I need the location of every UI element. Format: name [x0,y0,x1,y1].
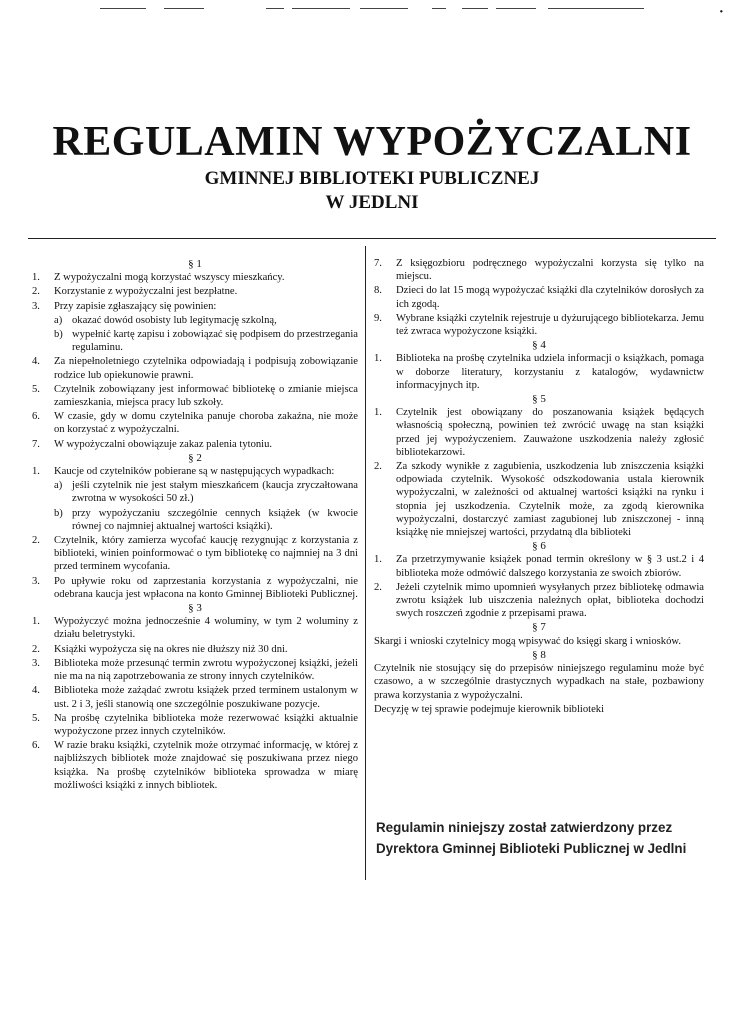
item-number: 2. [32,286,40,298]
item-number: 8. [374,285,382,297]
item-number: 1. [32,272,40,284]
sub-item [54,328,358,354]
item-text: Za szkody wynikłe z zagubienia, uszkodzenia lub zniszczenia książki odpowiada czytelnik. Wysokość odszkodowania ustala kierownik wypożyczalni, w zależności od aktualnej wartości książki na rynku i stopnia jej uszkodzenia. Czytelnik może, za zgodą kierownika wypożyczalni, dostarczyć zamiast zagubionej lub zniszczonej - inną książkę nie mniejszej wartości, przydatną dla biblioteki [396,461,704,539]
right-column [374,257,704,717]
item-number: 3. [32,575,40,587]
item-text: Wypożyczyć można jednocześnie 4 woluminy, w tym 2 woluminy z działu beletrystyki. [54,616,358,641]
item-text: Z wypożyczalni mogą korzystać wszyscy mieszkańcy. [54,272,285,284]
list-item [32,575,358,601]
item-text: W czasie, gdy w domu czytelnika panuje choroba zakaźna, nie może on korzystać z wypożyczalni. [54,411,358,436]
item-number: 1. [374,407,382,419]
section-heading: § 7 [532,621,546,634]
item-number: 7. [32,438,40,450]
item-text: Po upływie roku od zaprzestania korzystania z wypożyczalni, nie odebrana kaucja jest wpłacona na konto Gminnej Biblioteki Publicznej. [54,575,358,600]
item-text: Kaucje od czytelników pobierane są w następujących wypadkach: [54,466,335,478]
list-item [32,615,358,641]
list-item [32,285,358,298]
list-item [32,300,358,313]
sub-item [54,314,358,327]
list-item [374,312,704,338]
list-item [32,383,358,409]
list-item [32,438,358,451]
item-number: 3. [32,300,40,312]
list-item [374,406,704,459]
section-heading: § 3 [188,602,202,615]
item-number: 1. [374,554,382,566]
item-text: Jeżeli czytelnik mimo upomnień wysyłanych przez bibliotekę odmawia zwrotu książek lub uiszczenia należnych opłat, biblioteka dochodzi swych roszczeń zgodnie z przepisami prawa. [396,581,704,620]
list-item [374,257,704,283]
sub-item [54,479,358,505]
document-title: REGULAMIN WYPOŻYCZALNI [52,119,692,165]
item-text: W razie braku książki, czytelnik może otrzymać informację, w której z najbliższych bibliotek może znajdować się poszukiwana przez niego książka. Na prośbę czytelników biblioteka sprowadza w miarę możliwości książki z innych bibliotek. [54,740,358,791]
corner-mark: · [718,1,725,23]
item-number: 5. [32,383,40,395]
item-number: 2. [32,643,40,655]
item-text: Korzystanie z wypożyczalni jest bezpłatne. [54,286,238,298]
approval-line1: Regulamin niniejszy został zatwierdzony przez [376,820,673,835]
item-number: 6. [32,740,40,752]
item-text: Książki wypożycza się na okres nie dłuższy niż 30 dni. [54,643,288,655]
item-text: okazać dowód osobisty lub legitymację szkolną, [72,314,277,326]
item-text: Przy zapisie zgłaszający się powinien: [54,300,217,312]
item-text: Za przetrzymywanie książek ponad termin określony w § 3 ust.2 i 4 biblioteka może odmówić dalszego korzystania ze swoich zbiorów. [396,554,704,579]
item-text: Biblioteka może zażądać zwrotu książek przed terminem ustalonym w ust. 2 i 3, jeśli stanowią one szczególnie poszukiwane pozycje. [54,685,358,710]
section-heading: § 1 [188,258,202,270]
item-number: 4. [32,356,40,368]
sub-item [54,507,358,533]
item-number: 2. [374,581,382,593]
list-item [374,352,704,392]
paragraph: Skargi i wnioski czytelnicy mogą wpisywać do księgi skarg i wniosków. [374,635,681,647]
list-item [32,712,358,738]
item-number: b) [54,329,63,341]
item-text: W wypożyczalni obowiązuje zakaz palenia tytoniu. [54,438,273,450]
column-divider [365,246,366,880]
item-text: Na prośbę czytelnika biblioteka może rezerwować książki aktualnie wypożyczone przez innych czytelników. [54,712,358,737]
item-number: 3. [32,657,40,669]
list-item [32,355,358,381]
item-text: Biblioteka na prośbę czytelnika udziela informacji o książkach, pomaga w doborze literatury, korzystaniu z katalogów, wydawnictw informacyjnych itp. [396,353,704,391]
document-subtitle-line1: GMINNEJ BIBLIOTEKI PUBLICZNEJ [204,168,540,189]
item-number: 1. [32,616,40,628]
section-heading: § 6 [532,540,546,553]
item-text: Z księgozbioru podręcznego wypożyczalni korzysta się tylko na miejscu. [396,258,704,283]
list-item [374,284,704,310]
item-number: 5. [32,712,40,724]
section-heading: § 5 [532,393,546,406]
list-item [32,271,358,284]
item-text: Wybrane książki czytelnik rejestruje u dyżurującego bibliotekarza. Jemu też zwraca wypożyczone książki. [396,312,704,338]
item-text: Czytelnik jest obowiązany do poszanowania książek będących własnością społeczną, powinien też zwrócić uwagę na stan książki przed jej wypożyczeniem. Zauważone uszkodzenia należy zgłosić bibliotekarzowi. [396,407,704,458]
item-number: 1. [374,353,382,365]
item-number: a) [54,480,63,492]
item-text: jeśli czytelnik nie jest stałym mieszkańcem (kaucja zryczałtowana zwrotna w wysokości 50 zł.) [72,480,358,505]
document-subtitle-line2: W JEDLNI [325,192,419,213]
item-text: wypełnić kartę zapisu i zobowiązać się podpisem do przestrzegania regulaminu. [72,329,358,354]
paragraph: Czytelnik nie stosujący się do przepisów niniejszego regulaminu może być czasowo, a w szczególnie drastycznych wypadkach na stałe, pozbawiony prawa korzystania z wypożyczalni. [374,663,704,701]
item-number: 2. [32,535,40,547]
item-text: Czytelnik, który zamierza wycofać kaucję rezygnując z korzystania z biblioteki, winien poinformować o tym bibliotekę co najmniej na 3 dni przed terminem wycofania. [54,535,358,573]
section-heading: § 4 [532,339,546,352]
list-item [32,410,358,436]
item-number: 2. [374,461,382,473]
item-text: Za niepełnoletniego czytelnika odpowiadają i podpisują zobowiązanie rodzice lub opiekunowie prawni. [54,356,358,381]
item-text: Czytelnik zobowiązany jest informować bibliotekę o zmianie miejsca zamieszkania, miejsca pracy lub szkoły. [54,383,358,409]
header-divider [28,238,716,239]
item-number: a) [54,314,63,326]
list-item [32,643,358,656]
left-column [32,257,358,793]
list-item [32,684,358,710]
list-item [32,465,358,478]
list-item [32,739,358,792]
list-item [374,581,704,621]
item-number: 7. [374,258,382,269]
section-heading: § 8 [532,648,546,661]
item-text: Biblioteka może przesunąć termin zwrotu wypożyczonej książki, jeżeli nie ma na nią zapotrzebowania ze strony innych czytelników. [54,657,358,683]
list-item [374,460,704,539]
paragraph: Decyzję w tej sprawie podejmuje kierownik biblioteki [374,703,605,715]
list-item [374,553,704,579]
item-number: b) [54,507,63,519]
scan-dash-marks [60,8,670,14]
item-text: Dzieci do lat 15 mogą wypożyczać książki dla czytelników dorosłych za ich zgodą. [396,285,704,310]
item-number: 4. [32,685,40,697]
item-number: 1. [32,466,40,478]
item-number: 6. [32,411,40,423]
approval-line2: Dyrektora Gminnej Biblioteki Publicznej w Jedlni [376,841,687,856]
item-text: przy wypożyczaniu szczególnie cennych książek (w kwocie równej co najmniej aktualnej wartości książki). [72,507,358,532]
list-item [32,534,358,574]
section-heading: § 2 [188,451,202,464]
list-item [32,657,358,683]
item-number: 9. [374,312,382,324]
